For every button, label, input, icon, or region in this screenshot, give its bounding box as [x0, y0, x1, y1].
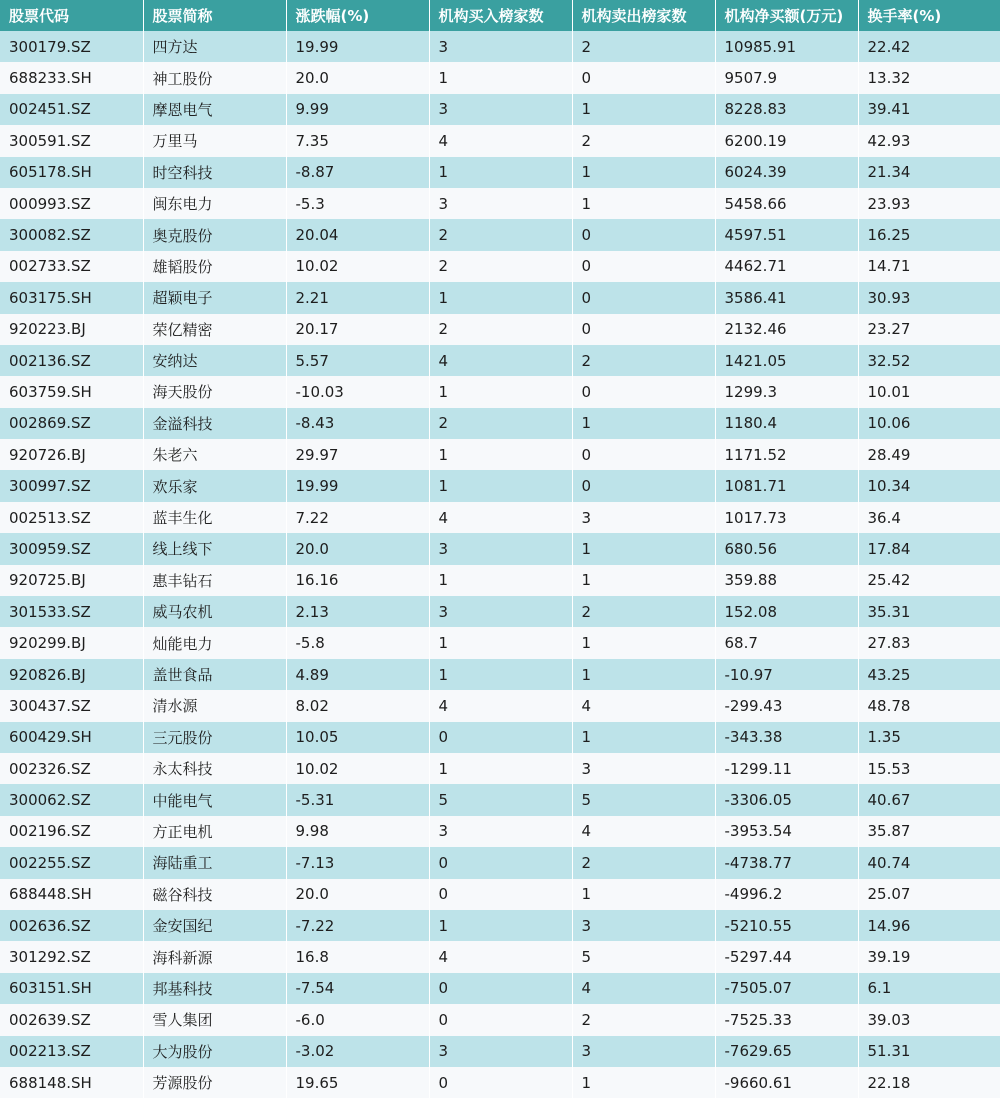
inst-sell-count-cell: 0: [572, 470, 715, 501]
stock-name-cell: 雄韬股份: [143, 251, 286, 282]
inst-sell-count-cell: 1: [572, 94, 715, 125]
table-row[interactable]: [0, 345, 1000, 376]
table-body: [0, 31, 1000, 1098]
turnover-rate-cell: 25.07: [867, 885, 911, 904]
inst-buy-count-cell: 1: [429, 627, 572, 658]
stock-name-cell: 磁谷科技: [143, 879, 286, 910]
turnover-rate-cell: 32.52: [867, 351, 911, 370]
inst-sell-count-cell: 0: [572, 439, 715, 470]
inst-sell-count-cell: 4: [572, 690, 715, 721]
table-row[interactable]: [0, 376, 1000, 407]
stock-code-cell: 605178.SH: [0, 157, 143, 188]
stock-code-cell: 600429.SH: [0, 722, 143, 753]
table-row[interactable]: [0, 784, 1000, 815]
inst-sell-count-cell: 1: [572, 408, 715, 439]
turnover-rate-cell: 1.35: [867, 728, 901, 747]
inst-sell-count-cell: 1: [572, 188, 715, 219]
inst-buy-count-cell: 4: [429, 502, 572, 533]
table-row[interactable]: [0, 659, 1000, 690]
inst-net-buy-cell: 68.7: [715, 627, 858, 658]
stock-code-cell: 920726.BJ: [0, 439, 143, 470]
stock-code-cell: 000993.SZ: [0, 188, 143, 219]
turnover-rate-cell: 6.1: [867, 979, 892, 998]
inst-net-buy-cell: 3586.41: [715, 282, 858, 313]
stock-name-cell: 邦基科技: [143, 973, 286, 1004]
inst-buy-count-cell: 2: [429, 219, 572, 250]
turnover-rate-cell: 30.93: [867, 288, 911, 307]
stock-name-cell: 海科新源: [143, 941, 286, 972]
inst-sell-count-cell: 4: [572, 816, 715, 847]
stock-code-cell: 920223.BJ: [0, 314, 143, 345]
table-row[interactable]: [0, 816, 1000, 847]
inst-buy-count-cell: 0: [429, 722, 572, 753]
stock-name-cell: 清水源: [143, 690, 286, 721]
table-row[interactable]: [0, 439, 1000, 470]
inst-net-buy-cell: -1299.11: [715, 753, 858, 784]
table-row[interactable]: [0, 502, 1000, 533]
inst-sell-count-cell: 0: [572, 251, 715, 282]
inst-net-buy-cell: 1299.3: [715, 376, 858, 407]
inst-buy-count-cell: 4: [429, 125, 572, 156]
table-row[interactable]: [0, 627, 1000, 658]
inst-buy-count-cell: 1: [429, 157, 572, 188]
table-row[interactable]: [0, 157, 1000, 188]
stock-name-cell: 惠丰钻石: [143, 565, 286, 596]
inst-buy-count-cell: 0: [429, 1004, 572, 1035]
inst-net-buy-cell: 152.08: [715, 596, 858, 627]
stock-code-cell: 920725.BJ: [0, 565, 143, 596]
change-pct-cell: 16.16: [286, 565, 429, 596]
inst-buy-count-cell: 2: [429, 408, 572, 439]
column-header-inst-net-buy[interactable]: 机构净买额(万元): [715, 0, 858, 31]
turnover-rate-cell: 35.31: [867, 602, 911, 621]
change-pct-cell: 20.0: [286, 879, 429, 910]
inst-buy-count-cell: 1: [429, 565, 572, 596]
inst-net-buy-cell: 1017.73: [715, 502, 858, 533]
change-pct-cell: -8.43: [286, 408, 429, 439]
inst-sell-count-cell: 5: [572, 784, 715, 815]
inst-buy-count-cell: 1: [429, 659, 572, 690]
stock-code-cell: 002513.SZ: [0, 502, 143, 533]
inst-buy-count-cell: 3: [429, 816, 572, 847]
stock-code-cell: 920826.BJ: [0, 659, 143, 690]
inst-sell-count-cell: 3: [572, 502, 715, 533]
turnover-rate-cell: 16.25: [867, 226, 911, 245]
stock-code-cell: 002451.SZ: [0, 94, 143, 125]
table-row[interactable]: [0, 282, 1000, 313]
table-row[interactable]: [0, 1004, 1000, 1035]
inst-sell-count-cell: 2: [572, 1004, 715, 1035]
inst-sell-count-cell: 2: [572, 847, 715, 878]
table-row[interactable]: [0, 470, 1000, 501]
stock-code-cell: 300591.SZ: [0, 125, 143, 156]
table-row[interactable]: [0, 1067, 1000, 1098]
change-pct-cell: 8.02: [286, 690, 429, 721]
stock-name-cell: 线上线下: [143, 533, 286, 564]
stock-name-cell: 灿能电力: [143, 627, 286, 658]
stock-name-cell: 万里马: [143, 125, 286, 156]
turnover-rate-cell: 36.4: [867, 508, 901, 527]
stock-name-cell: 神工股份: [143, 62, 286, 93]
stock-name-cell: 方正电机: [143, 816, 286, 847]
stock-name-cell: 奥克股份: [143, 219, 286, 250]
table-row[interactable]: [0, 314, 1000, 345]
inst-buy-count-cell: 2: [429, 251, 572, 282]
turnover-rate-cell: 43.25: [867, 665, 911, 684]
stock-code-cell: 300997.SZ: [0, 470, 143, 501]
column-header-change-pct[interactable]: 涨跌幅(%): [286, 0, 429, 31]
table-row[interactable]: [0, 973, 1000, 1004]
turnover-rate-cell: 35.87: [867, 822, 911, 841]
table-row[interactable]: [0, 188, 1000, 219]
inst-net-buy-cell: -343.38: [715, 722, 858, 753]
inst-buy-count-cell: 1: [429, 62, 572, 93]
inst-net-buy-cell: -10.97: [715, 659, 858, 690]
table-row[interactable]: [0, 219, 1000, 250]
stock-name-cell: 雪人集团: [143, 1004, 286, 1035]
turnover-rate-cell: 17.84: [867, 539, 911, 558]
table-row[interactable]: [0, 94, 1000, 125]
inst-net-buy-cell: 1180.4: [715, 408, 858, 439]
inst-buy-count-cell: 3: [429, 596, 572, 627]
inst-net-buy-cell: 4597.51: [715, 219, 858, 250]
turnover-rate-cell: 39.41: [867, 100, 911, 119]
turnover-rate-cell: 48.78: [867, 696, 911, 715]
table-row[interactable]: [0, 533, 1000, 564]
table-row[interactable]: [0, 125, 1000, 156]
change-pct-cell: 20.0: [286, 533, 429, 564]
stock-name-cell: 威马农机: [143, 596, 286, 627]
inst-net-buy-cell: -7629.65: [715, 1036, 858, 1067]
turnover-rate-cell: 21.34: [867, 163, 911, 182]
change-pct-cell: -7.22: [286, 910, 429, 941]
stock-code-cell: 920299.BJ: [0, 627, 143, 658]
column-header-inst-buy-count[interactable]: 机构买入榜家数: [429, 0, 572, 31]
inst-sell-count-cell: 3: [572, 1036, 715, 1067]
turnover-rate-cell: 23.27: [867, 320, 911, 339]
inst-buy-count-cell: 1: [429, 376, 572, 407]
change-pct-cell: 4.89: [286, 659, 429, 690]
inst-sell-count-cell: 2: [572, 125, 715, 156]
stock-name-cell: 芳源股份: [143, 1067, 286, 1098]
turnover-rate-cell: 25.42: [867, 571, 911, 590]
inst-sell-count-cell: 1: [572, 533, 715, 564]
stock-code-cell: 002733.SZ: [0, 251, 143, 282]
inst-sell-count-cell: 1: [572, 1067, 715, 1098]
inst-net-buy-cell: 9507.9: [715, 62, 858, 93]
inst-net-buy-cell: -4738.77: [715, 847, 858, 878]
inst-buy-count-cell: 3: [429, 188, 572, 219]
inst-net-buy-cell: 1171.52: [715, 439, 858, 470]
inst-sell-count-cell: 0: [572, 314, 715, 345]
change-pct-cell: 29.97: [286, 439, 429, 470]
inst-sell-count-cell: 1: [572, 879, 715, 910]
change-pct-cell: 16.8: [286, 941, 429, 972]
inst-sell-count-cell: 0: [572, 282, 715, 313]
change-pct-cell: 9.99: [286, 94, 429, 125]
inst-sell-count-cell: 0: [572, 62, 715, 93]
stock-code-cell: 002255.SZ: [0, 847, 143, 878]
inst-net-buy-cell: -9660.61: [715, 1067, 858, 1098]
inst-sell-count-cell: 2: [572, 596, 715, 627]
stock-code-cell: 603175.SH: [0, 282, 143, 313]
stock-name-cell: 摩恩电气: [143, 94, 286, 125]
inst-buy-count-cell: 1: [429, 439, 572, 470]
column-header-stock-code[interactable]: 股票代码: [0, 0, 143, 31]
turnover-rate-cell: 39.03: [867, 1010, 911, 1029]
table-row[interactable]: [0, 565, 1000, 596]
stock-code-cell: 300082.SZ: [0, 219, 143, 250]
turnover-rate-cell: 10.34: [867, 477, 911, 496]
table-row[interactable]: [0, 941, 1000, 972]
table-row[interactable]: [0, 251, 1000, 282]
inst-net-buy-cell: 5458.66: [715, 188, 858, 219]
stock-code-cell: 300959.SZ: [0, 533, 143, 564]
change-pct-cell: 20.17: [286, 314, 429, 345]
inst-buy-count-cell: 3: [429, 1036, 572, 1067]
turnover-rate-cell: 27.83: [867, 634, 911, 653]
stock-code-cell: 002213.SZ: [0, 1036, 143, 1067]
stock-code-cell: 300179.SZ: [0, 31, 143, 62]
turnover-rate-cell: 13.32: [867, 69, 911, 88]
change-pct-cell: 10.02: [286, 251, 429, 282]
change-pct-cell: 2.13: [286, 596, 429, 627]
inst-net-buy-cell: -7505.07: [715, 973, 858, 1004]
table-row[interactable]: [0, 722, 1000, 753]
turnover-rate-cell: 23.93: [867, 194, 911, 213]
table-header: [0, 0, 1000, 31]
inst-sell-count-cell: 2: [572, 345, 715, 376]
change-pct-cell: 19.65: [286, 1067, 429, 1098]
inst-net-buy-cell: -3306.05: [715, 784, 858, 815]
turnover-rate-cell: 42.93: [867, 131, 911, 150]
stock-code-cell: 300437.SZ: [0, 690, 143, 721]
inst-buy-count-cell: 4: [429, 345, 572, 376]
inst-buy-count-cell: 0: [429, 973, 572, 1004]
inst-net-buy-cell: -5210.55: [715, 910, 858, 941]
inst-net-buy-cell: 680.56: [715, 533, 858, 564]
turnover-rate-cell: 10.01: [867, 382, 911, 401]
inst-net-buy-cell: 8228.83: [715, 94, 858, 125]
table-row[interactable]: [0, 31, 1000, 62]
inst-net-buy-cell: -299.43: [715, 690, 858, 721]
inst-buy-count-cell: 5: [429, 784, 572, 815]
turnover-rate-cell: 39.19: [867, 948, 911, 967]
table-row[interactable]: [0, 408, 1000, 439]
inst-sell-count-cell: 5: [572, 941, 715, 972]
inst-buy-count-cell: 0: [429, 847, 572, 878]
stock-code-cell: 002196.SZ: [0, 816, 143, 847]
column-header-turnover-rate[interactable]: 换手率(%): [867, 7, 942, 25]
change-pct-cell: -6.0: [286, 1004, 429, 1035]
stock-name-cell: 大为股份: [143, 1036, 286, 1067]
inst-sell-count-cell: 1: [572, 722, 715, 753]
turnover-rate-cell: 22.42: [867, 37, 911, 56]
inst-buy-count-cell: 4: [429, 690, 572, 721]
column-header-stock-name[interactable]: 股票简称: [143, 0, 286, 31]
header-row: [0, 0, 1000, 31]
inst-buy-count-cell: 0: [429, 1067, 572, 1098]
inst-sell-count-cell: 1: [572, 627, 715, 658]
turnover-rate-cell: 14.71: [867, 257, 911, 276]
inst-net-buy-cell: 2132.46: [715, 314, 858, 345]
inst-buy-count-cell: 3: [429, 94, 572, 125]
inst-buy-count-cell: 4: [429, 941, 572, 972]
inst-net-buy-cell: 1081.71: [715, 470, 858, 501]
column-header-inst-sell-count[interactable]: 机构卖出榜家数: [572, 0, 715, 31]
table-row[interactable]: [0, 62, 1000, 93]
stock-name-cell: 安纳达: [143, 345, 286, 376]
stock-name-cell: 海天股份: [143, 376, 286, 407]
change-pct-cell: -8.87: [286, 157, 429, 188]
change-pct-cell: 10.02: [286, 753, 429, 784]
inst-sell-count-cell: 1: [572, 565, 715, 596]
inst-net-buy-cell: 10985.91: [715, 31, 858, 62]
stock-code-cell: 002636.SZ: [0, 910, 143, 941]
change-pct-cell: 2.21: [286, 282, 429, 313]
inst-sell-count-cell: 1: [572, 157, 715, 188]
change-pct-cell: -5.8: [286, 627, 429, 658]
turnover-rate-cell: 15.53: [867, 759, 911, 778]
stock-name-cell: 中能电气: [143, 784, 286, 815]
change-pct-cell: 7.35: [286, 125, 429, 156]
change-pct-cell: 10.05: [286, 722, 429, 753]
change-pct-cell: -5.3: [286, 188, 429, 219]
stock-code-cell: 688233.SH: [0, 62, 143, 93]
inst-buy-count-cell: 1: [429, 470, 572, 501]
stock-name-cell: 超颖电子: [143, 282, 286, 313]
stock-code-cell: 688148.SH: [0, 1067, 143, 1098]
inst-net-buy-cell: -3953.54: [715, 816, 858, 847]
stock-name-cell: 欢乐家: [143, 470, 286, 501]
stock-name-cell: 蓝丰生化: [143, 502, 286, 533]
turnover-rate-cell: 10.06: [867, 414, 911, 433]
stock-code-cell: 002136.SZ: [0, 345, 143, 376]
inst-sell-count-cell: 4: [572, 973, 715, 1004]
turnover-rate-cell: 40.74: [867, 853, 911, 872]
table-row[interactable]: [0, 879, 1000, 910]
inst-net-buy-cell: -4996.2: [715, 879, 858, 910]
turnover-rate-cell: 14.96: [867, 916, 911, 935]
inst-buy-count-cell: 0: [429, 879, 572, 910]
table-row[interactable]: [0, 910, 1000, 941]
inst-sell-count-cell: 0: [572, 376, 715, 407]
change-pct-cell: 9.98: [286, 816, 429, 847]
inst-buy-count-cell: 1: [429, 753, 572, 784]
change-pct-cell: -7.13: [286, 847, 429, 878]
inst-buy-count-cell: 3: [429, 533, 572, 564]
table-row[interactable]: [0, 690, 1000, 721]
inst-net-buy-cell: 4462.71: [715, 251, 858, 282]
stock-code-cell: 002639.SZ: [0, 1004, 143, 1035]
change-pct-cell: -5.31: [286, 784, 429, 815]
change-pct-cell: -7.54: [286, 973, 429, 1004]
inst-buy-count-cell: 3: [429, 31, 572, 62]
table-row[interactable]: [0, 753, 1000, 784]
change-pct-cell: 19.99: [286, 470, 429, 501]
inst-buy-count-cell: 2: [429, 314, 572, 345]
table-row[interactable]: [0, 1036, 1000, 1067]
stock-code-cell: 301292.SZ: [0, 941, 143, 972]
stock-code-cell: 002326.SZ: [0, 753, 143, 784]
stock-name-cell: 盖世食品: [143, 659, 286, 690]
stock-name-cell: 闽东电力: [143, 188, 286, 219]
stock-name-cell: 荣亿精密: [143, 314, 286, 345]
inst-sell-count-cell: 3: [572, 910, 715, 941]
stock-name-cell: 时空科技: [143, 157, 286, 188]
change-pct-cell: 20.0: [286, 62, 429, 93]
inst-sell-count-cell: 0: [572, 219, 715, 250]
stock-name-cell: 永太科技: [143, 753, 286, 784]
turnover-rate-cell: 40.67: [867, 791, 911, 810]
inst-sell-count-cell: 2: [572, 31, 715, 62]
change-pct-cell: 20.04: [286, 219, 429, 250]
inst-sell-count-cell: 3: [572, 753, 715, 784]
stock-name-cell: 金溢科技: [143, 408, 286, 439]
stock-name-cell: 三元股份: [143, 722, 286, 753]
inst-net-buy-cell: -7525.33: [715, 1004, 858, 1035]
change-pct-cell: -10.03: [286, 376, 429, 407]
change-pct-cell: 5.57: [286, 345, 429, 376]
stock-code-cell: 688448.SH: [0, 879, 143, 910]
inst-net-buy-cell: -5297.44: [715, 941, 858, 972]
inst-sell-count-cell: 1: [572, 659, 715, 690]
inst-net-buy-cell: 359.88: [715, 565, 858, 596]
table-row[interactable]: [0, 847, 1000, 878]
inst-buy-count-cell: 1: [429, 282, 572, 313]
change-pct-cell: -3.02: [286, 1036, 429, 1067]
turnover-rate-cell: 28.49: [867, 445, 911, 464]
stock-name-cell: 四方达: [143, 31, 286, 62]
turnover-rate-cell: 51.31: [867, 1042, 911, 1061]
turnover-rate-cell: 22.18: [867, 1073, 911, 1092]
table-row[interactable]: [0, 596, 1000, 627]
stock-name-cell: 金安国纪: [143, 910, 286, 941]
inst-net-buy-cell: 6200.19: [715, 125, 858, 156]
change-pct-cell: 7.22: [286, 502, 429, 533]
change-pct-cell: 19.99: [286, 31, 429, 62]
stock-name-cell: 朱老六: [143, 439, 286, 470]
stock-code-cell: 301533.SZ: [0, 596, 143, 627]
stock-code-cell: 002869.SZ: [0, 408, 143, 439]
stock-code-cell: 603759.SH: [0, 376, 143, 407]
inst-net-buy-cell: 6024.39: [715, 157, 858, 188]
inst-buy-count-cell: 1: [429, 910, 572, 941]
stock-code-cell: 300062.SZ: [0, 784, 143, 815]
stock-code-cell: 603151.SH: [0, 973, 143, 1004]
stock-name-cell: 海陆重工: [143, 847, 286, 878]
inst-net-buy-cell: 1421.05: [715, 345, 858, 376]
